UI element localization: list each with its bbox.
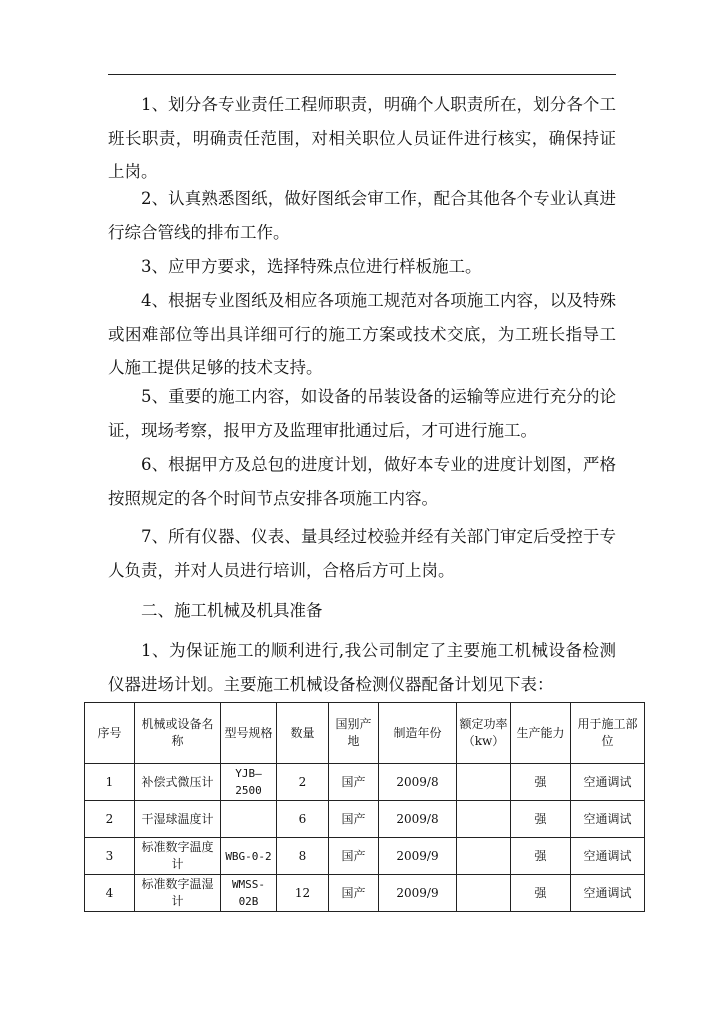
cell-model: YJB—2500 bbox=[221, 764, 277, 801]
cell-origin: 国产 bbox=[329, 875, 379, 912]
section-heading: 二、施工机械及机具准备 bbox=[141, 601, 323, 620]
paragraph-6: 6、根据甲方及总包的进度计划，做好本专业的进度计划图，严格按照规定的各个时间节点安排各项施工内容。 bbox=[108, 455, 616, 508]
intro-paragraph: 1、为保证施工的顺利进行,我公司制定了主要施工机械设备检测仪器进场计划。主要施工机械设备检测仪器配备计划见下表： bbox=[108, 641, 616, 694]
table-row bbox=[85, 801, 645, 838]
cell-qty: 6 bbox=[277, 801, 329, 838]
cell-no: 1 bbox=[85, 764, 135, 801]
cell-no: 2 bbox=[85, 801, 135, 838]
cell-capacity: 强 bbox=[511, 838, 571, 875]
header-cell: 型号规格 bbox=[221, 703, 277, 764]
cell-capacity: 强 bbox=[511, 801, 571, 838]
cell-no: 3 bbox=[85, 838, 135, 875]
paragraph-5: 5、重要的施工内容，如设备的吊装设备的运输等应进行充分的论证，现场考察，报甲方及监理审批通过后，才可进行施工。 bbox=[108, 387, 616, 440]
cell-no: 4 bbox=[85, 875, 135, 912]
cell-usage: 空通调试 bbox=[571, 801, 645, 838]
cell-capacity: 强 bbox=[511, 875, 571, 912]
cell-power bbox=[457, 838, 511, 875]
cell-origin: 国产 bbox=[329, 838, 379, 875]
cell-qty: 2 bbox=[277, 764, 329, 801]
table-row bbox=[85, 838, 645, 875]
table-header-row bbox=[85, 703, 645, 764]
table-row bbox=[85, 875, 645, 912]
header-cell: 序号 bbox=[85, 703, 135, 764]
cell-year: 2009/8 bbox=[379, 764, 457, 801]
cell-model bbox=[221, 801, 277, 838]
cell-origin: 国产 bbox=[329, 801, 379, 838]
cell-origin: 国产 bbox=[329, 764, 379, 801]
cell-name: 补偿式微压计 bbox=[135, 764, 221, 801]
cell-name: 标准数字温湿计 bbox=[135, 875, 221, 912]
cell-power bbox=[457, 801, 511, 838]
cell-power bbox=[457, 875, 511, 912]
cell-usage: 空通调试 bbox=[571, 875, 645, 912]
header-cell: 用于施工部位 bbox=[571, 703, 645, 764]
cell-year: 2009/9 bbox=[379, 875, 457, 912]
paragraph-3: 3、应甲方要求，选择特殊点位进行样板施工。 bbox=[141, 257, 482, 276]
header-cell: 生产能力 bbox=[511, 703, 571, 764]
cell-name: 干湿球温度计 bbox=[135, 801, 221, 838]
cell-year: 2009/8 bbox=[379, 801, 457, 838]
cell-name: 标准数字温度计 bbox=[135, 838, 221, 875]
cell-year: 2009/9 bbox=[379, 838, 457, 875]
header-rule bbox=[108, 74, 616, 75]
cell-qty: 12 bbox=[277, 875, 329, 912]
equipment-table bbox=[84, 702, 645, 912]
header-cell: 机械或设备名称 bbox=[135, 703, 221, 764]
cell-model: WBG-0-2 bbox=[221, 838, 277, 875]
cell-power bbox=[457, 764, 511, 801]
cell-usage: 空通调试 bbox=[571, 838, 645, 875]
header-cell: 国别产地 bbox=[329, 703, 379, 764]
cell-qty: 8 bbox=[277, 838, 329, 875]
header-cell: 额定功率（kw） bbox=[457, 703, 511, 764]
table-row bbox=[85, 764, 645, 801]
cell-usage: 空通调试 bbox=[571, 764, 645, 801]
paragraph-4: 4、根据专业图纸及相应各项施工规范对各项施工内容，以及特殊或困难部位等出具详细可行的施工方案或技术交底，为工班长指导工人施工提供足够的技术支持。 bbox=[108, 291, 616, 377]
cell-model: WMSS-02B bbox=[221, 875, 277, 912]
paragraph-1: 1、划分各专业责任工程师职责，明确个人职责所在，划分各个工班长职责，明确责任范围，对相关职位人员证件进行核实，确保持证上岗。 bbox=[108, 95, 616, 181]
cell-capacity: 强 bbox=[511, 764, 571, 801]
header-cell: 制造年份 bbox=[379, 703, 457, 764]
paragraph-2: 2、认真熟悉图纸，做好图纸会审工作，配合其他各个专业认真进行综合管线的排布工作。 bbox=[108, 189, 616, 242]
paragraph-7: 7、所有仪器、仪表、量具经过校验并经有关部门审定后受控于专人负责，并对人员进行培训，合格后方可上岗。 bbox=[108, 527, 616, 580]
header-cell: 数量 bbox=[277, 703, 329, 764]
